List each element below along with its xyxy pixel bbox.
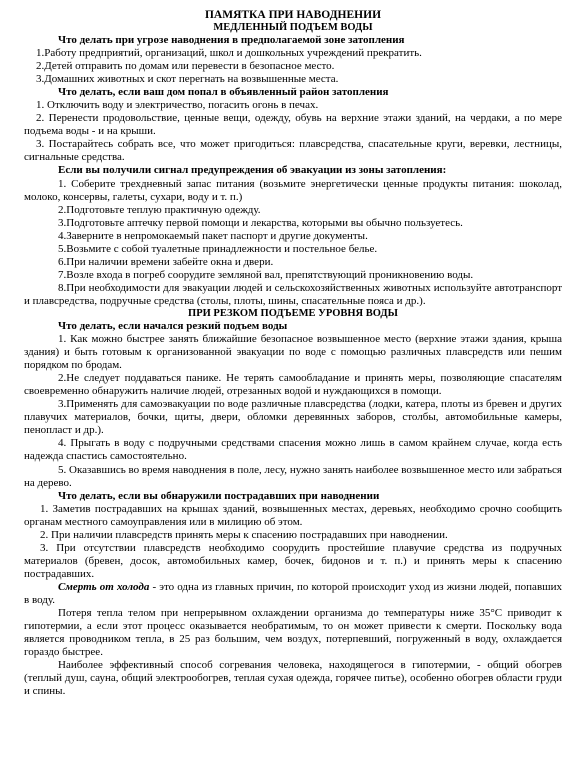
victims-item: 1. Заметив пострадавших на крышах зданий, возвышенных местах, деревьях, необходимо срочно сообщить органам местного самоуправления или в милицию об этом. — [24, 502, 562, 528]
sudden-rise-item: 1. Как можно быстрее занять ближайшие безопасное возвышенное место (верхние этажи здания, крыша здания) и быть готовым к организованной эвакуации по воде с помощью различных плавсредств или пешим порядком по бродам. — [24, 333, 562, 372]
fast-rise-subtitle: ПРИ РЕЗКОМ ПОДЪЕМЕ УРОВНЯ ВОДЫ — [188, 307, 398, 319]
house-item: 1. Отключить воду и электричество, погасить огонь в печах. — [36, 99, 319, 112]
sudden-rise-item: 3.Применять для самоэвакуации по воде различные плавсредства (лодки, катера, плоты из бревен и других плавучих материалов, бочки, щиты, двери, обломки деревянных заборов, столбы, автомобильные камеры, пенопласт и др.). — [24, 398, 562, 437]
cold-death-paragraph — [24, 581, 562, 607]
house-item: 2. Перенести продовольствие, ценные вещи, одежду, обувь на верхние этажи зданий, на чердаки, а по мере подъема воды - и на крыши. — [24, 112, 562, 138]
sudden-rise-item: 5. Оказавшись во время наводнения в поле, лесу, нужно занять наиболее возвышенное место или забраться на дерево. — [24, 463, 562, 489]
hypothermia-paragraph: Потеря тепла телом при непрерывном охлаждении организма до температуры ниже 35°С приводит к гипотермии, а если этот процесс оказывается необратимым, то он может привести к смерти. Поскольку вода является проводником тепла, в 25 раз большим, чем воздух, потерпевший, погруженный в воду, охлаждается гораздо быстрее. — [24, 607, 562, 659]
threat-heading: Что делать при угрозе наводнения в предполагаемой зоне затопления — [58, 34, 405, 46]
sudden-rise-item: 2.Не следует поддаваться панике. Не терять самообладание и принять меры, позволяющие спасателям своевременно обнаружить наличие людей, отрезанных водой и нуждающихся в помощи. — [24, 372, 562, 398]
evacuation-item: 8.При необходимости для эвакуации людей и сельскохозяйственных животных используйте автотранспорт и плавсредства, подручные средства (столы, плоты, шины, спасательные пояса и др.). — [24, 281, 562, 307]
threat-item: 1.Работу предприятий, организаций, школ и дошкольных учреждений прекратить. — [36, 47, 422, 60]
document-title: ПАМЯТКА ПРИ НАВОДНЕНИИ — [204, 9, 382, 21]
evacuation-item: 3.Подготовьте аптечку первой помощи и лекарства, которыми вы обычно пользуетесь. — [58, 216, 463, 229]
sudden-rise-item: 4. Прыгать в воду с подручными средствами спасения можно лишь в самом крайнем случае, когда есть надежда спастись самостоятельно. — [24, 437, 562, 463]
evacuation-item: 4.Заверните в непромокаемый пакет паспорт и другие документы. — [58, 229, 368, 242]
victims-heading: Что делать, если вы обнаружили пострадавших при наводнении — [58, 489, 380, 502]
slow-rise-subtitle: МЕДЛЕННЫЙ ПОДЪЕМ ВОДЫ — [213, 22, 373, 33]
threat-item: 3.Домашних животных и скот перегнать на возвышенные места. — [36, 73, 339, 86]
cold-death-term: Смерть от холода — [58, 580, 150, 593]
evacuation-item: 1. Соберите трехдневный запас питания (возьмите энергетически ценные продукты питания: шоколад, молоко, консервы, галеты, сухари, воду и т. п.) — [24, 177, 562, 203]
house-heading: Что делать, если ваш дом попал в объявленный район затопления — [58, 86, 389, 99]
sudden-rise-heading: Что делать, если начался резкий подъем воды — [58, 319, 288, 332]
evacuation-item: 5.Возьмите с собой туалетные принадлежности и постельное белье. — [58, 242, 378, 255]
victims-item: 2. При наличии плавсредств принять меры к спасению пострадавших при наводнении. — [40, 528, 448, 541]
victims-item: 3. При отсутствии плавсредств необходимо соорудить простейшие плавучие средства из подручных материалов (бревен, досок, автомобильных камер, бочек, бидонов и т. п.) и принять меры к спасению пострадавших. — [24, 541, 562, 580]
evacuation-item: 2.Подготовьте теплую практичную одежду. — [58, 203, 261, 216]
threat-item: 2.Детей отправить по домам или перевести в безопасное место. — [36, 60, 335, 73]
house-item: 3. Постарайтесь собрать все, что может пригодиться: плавсредства, спасательные круги, веревки, лестницы, сигнальные средства. — [24, 138, 562, 164]
cold-death-definition: - это одна из главных причин, по которой происходит уход из жизни людей, попавших в воду. — [24, 580, 562, 606]
evacuation-heading: Если вы получили сигнал предупреждения об эвакуации из зоны затопления: — [58, 164, 447, 177]
evacuation-item: 7.Возле входа в погреб соорудите земляной вал, препятствующий проникновению воды. — [58, 268, 474, 281]
warming-paragraph: Наиболее эффективный способ согревания человека, находящегося в гипотермии, - общий обогрев (теплый душ, сауна, общий электрообогрев, теплая сухая одежда, горячее питье), особенно обогрев области груди и спины. — [24, 659, 562, 698]
evacuation-item: 6.При наличии времени забейте окна и двери. — [58, 255, 274, 268]
